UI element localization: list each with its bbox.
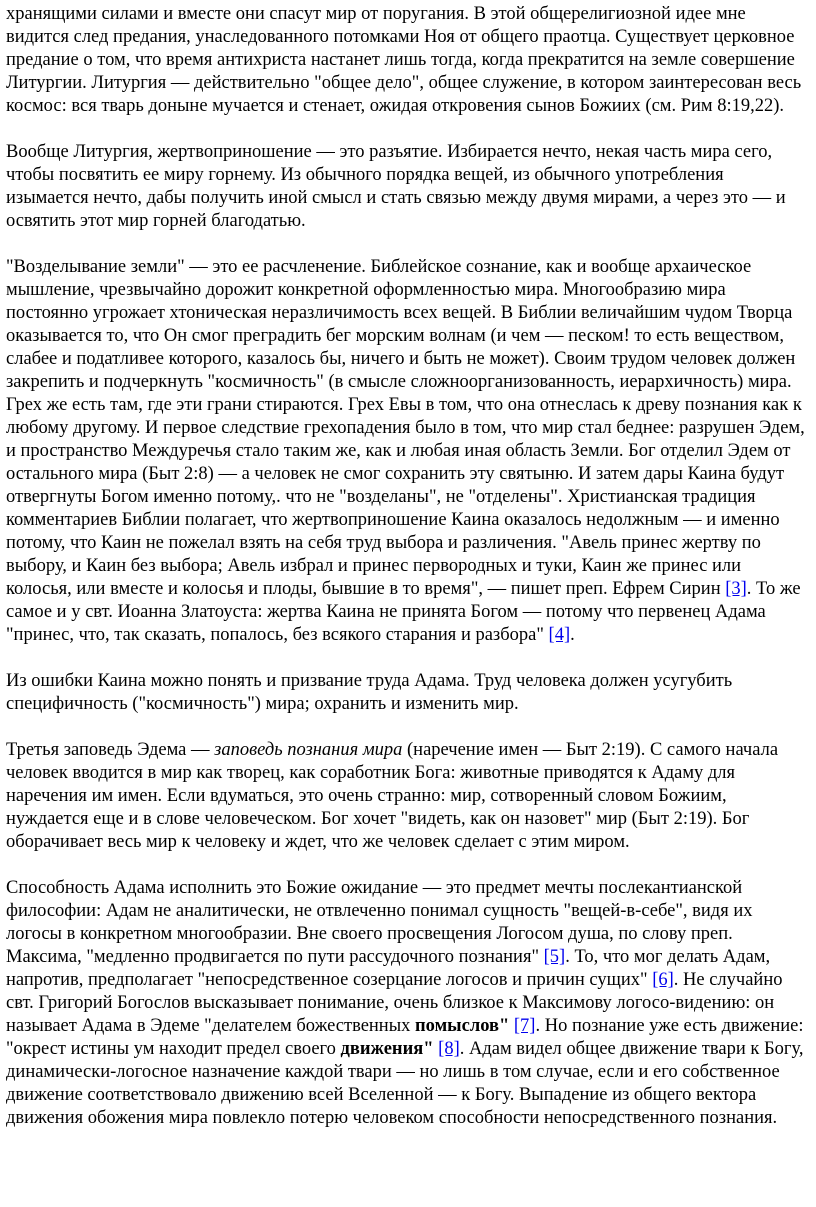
footnote-link-5[interactable]: [5] <box>543 947 566 967</box>
paragraph-text: . То же самое и у свт. Иоанна Златоуста: жертва Каина не принята Богом — потому что первенец Адама "принес, что, так сказать, попалось, без всякого старания и разбора" <box>6 579 801 645</box>
footnote-link-8[interactable]: [8] <box>438 1039 460 1059</box>
paragraph-text: Способность Адама исполнить это Божие ожидание — это предмет мечты послекантианской философии: Адам не аналитически, не отвлеченно понимал сущность "вещей-в-себе", видя их логосы в конкретном многообразии. Вне своего просвещения Логосом душа, по слову преп. Максима, "медленно продвигается по пути рассудочного познания" <box>6 878 753 967</box>
bold-text: движения" <box>340 1039 434 1059</box>
paragraph-text: Вообще Литургия, жертвоприношение — это разъятие. Избирается нечто, некая часть мира сего, чтобы посвятить ее миру горнему. Из обычного порядка вещей, из обычного употребления изымается нечто, дабы получить иной смысл и стать связью между двумя мирами, а через это — и освятить этот мир горней благодатью. <box>6 142 786 231</box>
paragraph-6 <box>6 877 810 1130</box>
paragraph-text: . Но познание уже есть движение: "окрест истины ум находит предел своего <box>6 1016 804 1059</box>
paragraph-3 <box>6 256 810 647</box>
paragraph-text: . Адам видел общее движение твари к Богу, динамически-логосное назначение каждой твари — но лишь в том случае, если и его собственное движение соответствовало движению всей Вселенной — к Богу. Выпадение из общего вектора движения обожения мира повлекло потерю человеком способности непосредственного познания. <box>6 1039 804 1128</box>
paragraph-text: . Не случайно свт. Григорий Богослов высказывает понимание, очень близкое к Максимову логосо-видению: он называет Адама в Эдеме "делателем божественных <box>6 970 783 1036</box>
paragraph-4 <box>6 670 810 716</box>
footnote-link-6[interactable]: [6] <box>652 970 674 990</box>
bold-text: помыслов" <box>415 1016 510 1036</box>
paragraph-text: Из ошибки Каина можно понять и призвание труда Адама. Труд человека должен усугубить специфичность ("космичность") мира; охранить и изменить мир. <box>6 671 733 714</box>
paragraph-text: "Возделывание земли" — это ее расчленение. Библейское сознание, как и вообще архаическое мышление, чрезвычайно дорожит конкретной оформленностью мира. Многообразию мира постоянно угрожает хтоническая неразличимость всех вещей. В Библии величайшим чудом Творца оказывается то, что Он смог преградить бег морским волнам (и чем — песком! то есть веществом, слабее и податливее которого, казалось бы, ничего и быть не может). Своим трудом человек должен закрепить и подчеркнуть "космичность" (в смысле сложноорганизованность, иерархичность) мира. Грех же есть там, где эти грани стираются. Грех Евы в том, что она отнеслась к древу познания как к любому другому. И первое следствие грехопадения было в том, что мир стал беднее: разрушен Эдем, и пространство Междуречья стало таким же, как и любая иная область Земли. Бог отделил Эдем от остального мира (Быт 2:8) — а человек не смог сохранить эту святыню. И затем дары Каина будут отвергнуты Богом именно потому,. что не "возделаны", не "отделены". Христианская традиция комментариев Библии полагает, что жертвоприношение Каина оказалось недолжным — и именно потому, что Каин не пожелал взять на себя труд выбора и различения. "Авель принес жертву по выбору, и Каин без выбора; Авель избрал и принес первородных и туки, Каин же принес или колосья, или вместе и колосья и плоды, бывшие в то время", — пишет преп. Ефрем Сирин <box>6 257 805 599</box>
paragraph-2 <box>6 141 810 233</box>
paragraph-text: . <box>570 625 575 645</box>
footnote-link-3[interactable]: [3] <box>725 579 747 599</box>
paragraph-text: . То, что мог делать Адам, напротив, предполагает "непосредственное созерцание логосов и причин сущих" <box>6 947 771 990</box>
paragraph-1 <box>6 3 810 118</box>
footnote-link-7[interactable]: [7] <box>513 1016 536 1036</box>
emphasis-text: заповедь познания мира <box>214 740 403 760</box>
footnote-link-4[interactable]: [4] <box>548 625 571 645</box>
paragraph-text: хранящими силами и вместе они спасут мир от поругания. В этой общерелигиозной идее мне видится след предания, унаследованного потомками Ноя от общего праотца. Существует церковное предание о том, что время антихриста настанет лишь тогда, когда прекратится на земле совершение Литургии. Литургия — действительно "общее дело", общее служение, в котором заинтересован весь космос: вся тварь доныне мучается и стенает, ожидая откровения сынов Божиих (см. Рим 8:19,22). <box>6 4 802 116</box>
paragraph-text: (наречение имен — Быт 2:19). С самого начала человек вводится в мир как творец, как соработник Бога: животные приводятся к Адаму для наречения им имен. Если вдуматься, это очень странно: мир, сотворенный словом Божиим, нуждается еще и в слове человеческом. Бог хочет "видеть, как он назовет" мир (Быт 2:19). Бог оборачивает весь мир к человеку и ждет, что же человек сделает с этим миром. <box>6 740 779 852</box>
paragraph-5 <box>6 739 810 854</box>
paragraph-text: Третья заповедь Эдема — <box>6 740 215 760</box>
